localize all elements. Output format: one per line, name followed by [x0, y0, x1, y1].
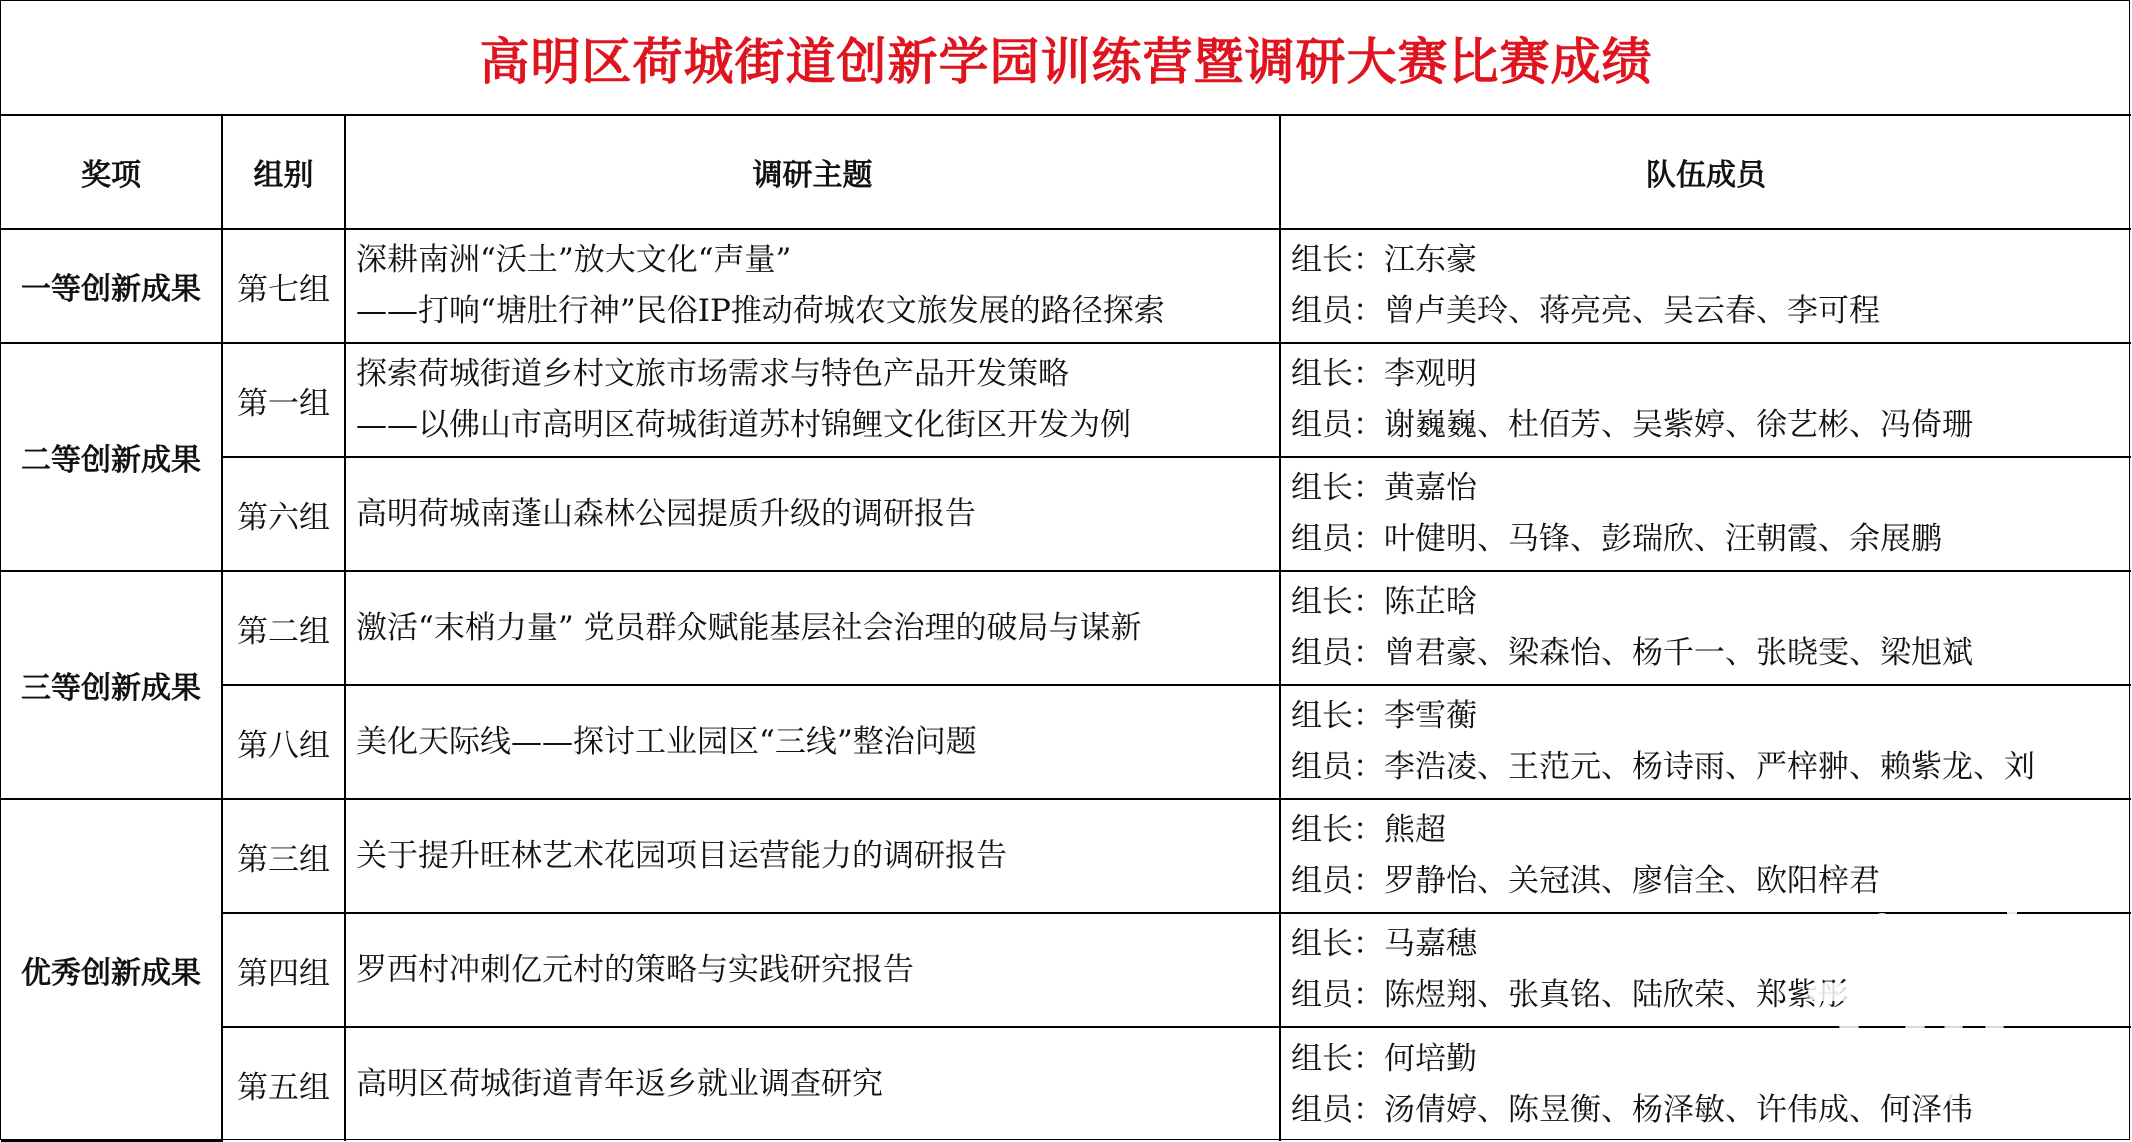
topic-line: 关于提升旺林艺术花园项目运营能力的调研报告 — [356, 837, 1007, 874]
page-title: 高明区荷城街道创新学园训练营暨调研大赛比赛成绩 — [479, 32, 1653, 91]
topic-line: 深耕南洲“沃土”放大文化“声量” — [356, 242, 792, 278]
topic-subline: ——打响“塘肚行神”民俗IP推动荷城农文旅发展的路径探索 — [356, 293, 1165, 329]
leader-name: 江东豪 — [1384, 242, 1477, 278]
members-cell — [1280, 1027, 2131, 1141]
group-cell: 第二组 — [222, 571, 345, 685]
award-cell: 三等创新成果 — [1, 571, 222, 799]
award-cell: 二等创新成果 — [1, 343, 222, 571]
member-names: 李浩凌、王范元、杨诗雨、严梓翀、赖紫龙、刘 — [1384, 749, 2035, 785]
leader-name: 李雪蘅 — [1384, 698, 1477, 734]
results-table — [1, 116, 2131, 1142]
table-row — [1, 229, 2131, 343]
topic-subline: ——以佛山市高明区荷城街道苏村锦鲤文化街区开发为例 — [356, 407, 1131, 443]
leader-name: 陈芷晗 — [1384, 584, 1477, 620]
members-line — [1291, 742, 2131, 793]
leader-prefix: 组长： — [1291, 812, 1384, 848]
group-cell: 第三组 — [222, 799, 345, 913]
topic-cell — [345, 685, 1280, 799]
award-cell: 一等创新成果 — [1, 229, 222, 343]
topic-line: 激活“末梢力量” 党员群众赋能基层社会治理的破局与谋新 — [356, 609, 1142, 646]
leader-prefix: 组长： — [1291, 698, 1384, 734]
leader-name: 马嘉穗 — [1384, 926, 1477, 962]
topic-cell — [345, 799, 1280, 913]
table-row — [1, 913, 2131, 1027]
leader-line — [1291, 577, 2131, 628]
leader-prefix: 组长： — [1291, 926, 1384, 962]
topic-cell — [345, 457, 1280, 571]
table-row — [1, 685, 2131, 799]
table-row — [1, 457, 2131, 571]
leader-name: 熊超 — [1384, 812, 1446, 848]
member-names: 罗静怡、关冠淇、廖信全、欧阳梓君 — [1384, 863, 1880, 899]
table-row — [1, 343, 2131, 457]
topic-cell — [345, 913, 1280, 1027]
topic-cell — [345, 1027, 1280, 1141]
member-names: 曾卢美玲、蒋亮亮、吴云春、李可程 — [1384, 293, 1880, 329]
leader-name: 李观明 — [1384, 356, 1477, 392]
group-cell: 第四组 — [222, 913, 345, 1027]
award-cell: 优秀创新成果 — [1, 799, 222, 1141]
members-cell — [1280, 457, 2131, 571]
leader-line — [1291, 235, 2131, 286]
group-cell: 第五组 — [222, 1027, 345, 1141]
members-line — [1291, 628, 2131, 679]
topic-cell — [345, 229, 1280, 343]
leader-name: 黄嘉怡 — [1384, 470, 1477, 506]
members-line — [1291, 1085, 2131, 1136]
leader-line — [1291, 1034, 2131, 1085]
table-row — [1, 1027, 2131, 1141]
members-cell — [1280, 685, 2131, 799]
member-prefix: 组员： — [1291, 293, 1384, 329]
leader-prefix: 组长： — [1291, 242, 1384, 278]
members-cell — [1280, 799, 2131, 913]
group-cell: 第八组 — [222, 685, 345, 799]
member-prefix: 组员： — [1291, 1091, 1384, 1128]
topic-cell — [345, 571, 1280, 685]
group-cell: 第一组 — [222, 343, 345, 457]
member-prefix: 组员： — [1291, 977, 1384, 1013]
header-group: 组别 — [222, 116, 345, 229]
member-names: 叶健明、马锋、彭瑞欣、汪朝霞、余展鹏 — [1384, 521, 1942, 557]
title-row — [1, 1, 2131, 116]
member-names: 谢巍巍、杜佰芳、吴紫婷、徐艺彬、冯倚珊 — [1384, 407, 1973, 443]
members-line — [1291, 400, 2131, 451]
topic-line: 美化天际线——探讨工业园区“三线”整治问题 — [356, 723, 977, 760]
group-cell: 第七组 — [222, 229, 345, 343]
topic-cell — [345, 343, 1280, 457]
leader-name: 何培勤 — [1384, 1040, 1477, 1077]
header-members: 队伍成员 — [1280, 116, 2131, 229]
member-prefix: 组员： — [1291, 407, 1384, 443]
leader-prefix: 组长： — [1291, 1040, 1384, 1077]
members-line — [1291, 514, 2131, 565]
leader-line — [1291, 805, 2131, 856]
header-award: 奖项 — [1, 116, 222, 229]
members-cell — [1280, 571, 2131, 685]
leader-line — [1291, 919, 2131, 970]
members-line — [1291, 970, 2131, 1021]
table-row — [1, 799, 2131, 913]
members-cell — [1280, 913, 2131, 1027]
member-prefix: 组员： — [1291, 521, 1384, 557]
members-line — [1291, 856, 2131, 907]
member-names: 曾君豪、梁森怡、杨千一、张晓雯、梁旭斌 — [1384, 635, 1973, 671]
group-cell: 第六组 — [222, 457, 345, 571]
members-line — [1291, 286, 2131, 337]
topic-line: 高明荷城南蓬山森林公园提质升级的调研报告 — [356, 495, 976, 532]
leader-line — [1291, 463, 2131, 514]
members-cell — [1280, 229, 2131, 343]
member-prefix: 组员： — [1291, 863, 1384, 899]
member-prefix: 组员： — [1291, 635, 1384, 671]
topic-line: 探索荷城街道乡村文旅市场需求与特色产品开发策略 — [356, 356, 1069, 392]
topic-line: 高明区荷城街道青年返乡就业调查研究 — [356, 1066, 883, 1102]
table-row — [1, 571, 2131, 685]
member-names: 陈煜翔、张真铭、陆欣荣、郑紫彤 — [1384, 977, 1849, 1013]
header-row — [1, 116, 2131, 229]
leader-prefix: 组长： — [1291, 356, 1384, 392]
topic-line: 罗西村冲刺亿元村的策略与实践研究报告 — [356, 951, 914, 988]
leader-line — [1291, 349, 2131, 400]
leader-prefix: 组长： — [1291, 584, 1384, 620]
leader-prefix: 组长： — [1291, 470, 1384, 506]
leader-line — [1291, 691, 2131, 742]
member-prefix: 组员： — [1291, 749, 1384, 785]
member-names: 汤倩婷、陈昱衡、杨泽敏、许伟成、何泽伟 — [1384, 1091, 1973, 1128]
header-topic: 调研主题 — [345, 116, 1280, 229]
members-cell — [1280, 343, 2131, 457]
